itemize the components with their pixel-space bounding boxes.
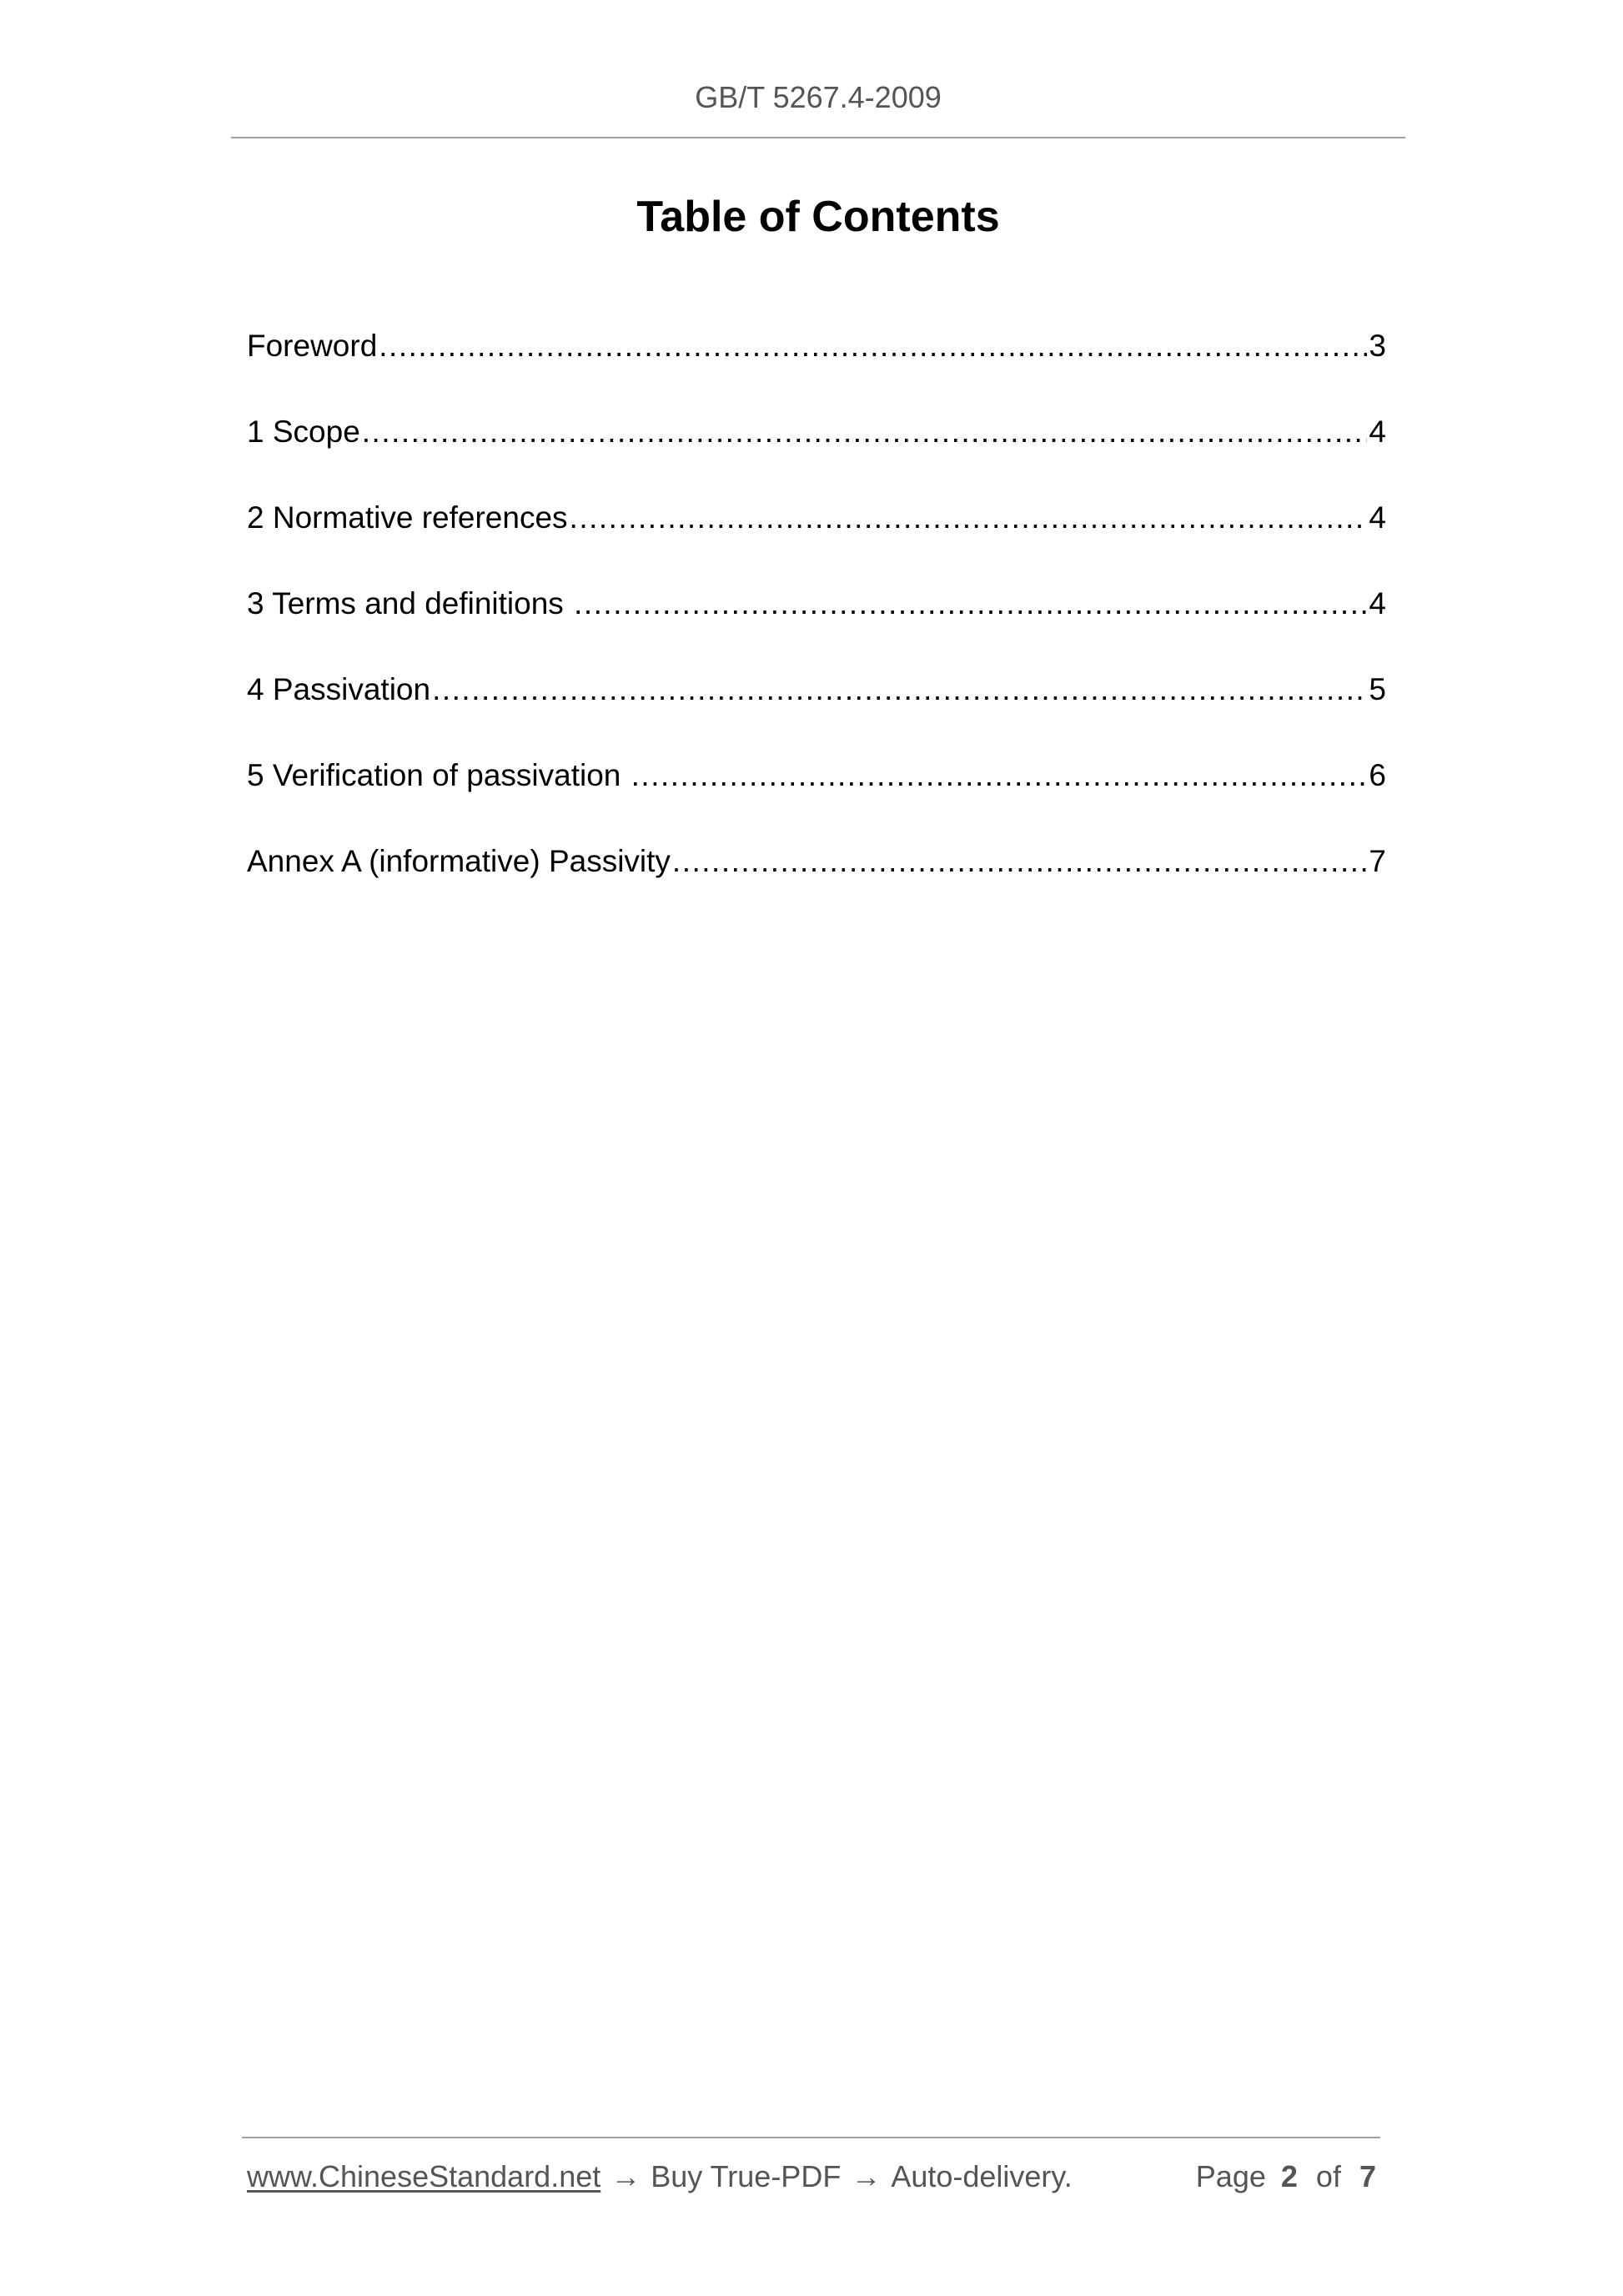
toc-entry-verification-of-passivation[interactable]: [247, 753, 1386, 839]
footer-promo: [247, 2159, 1073, 2194]
toc-entry-passivation[interactable]: [247, 667, 1386, 753]
arrow-right-icon: →: [851, 2159, 882, 2193]
total-pages-number: 7: [1359, 2159, 1376, 2193]
dot-leader: [570, 495, 1368, 540]
dot-leader: [631, 753, 1368, 798]
header-divider: [231, 137, 1405, 138]
toc-entry-page-number: 7: [1369, 844, 1386, 878]
dot-leader: [362, 409, 1368, 455]
website-link[interactable]: www.ChineseStandard.net: [247, 2159, 601, 2193]
page-number-indicator: [1196, 2159, 1383, 2194]
footer-divider: [242, 2137, 1380, 2138]
toc-entry-label: Annex A (informative) Passivity: [247, 844, 671, 878]
toc-entry-page-number: 3: [1369, 329, 1386, 363]
toc-entry-label: 4 Passivation: [247, 672, 431, 706]
toc-entry-label: 3 Terms and definitions: [247, 586, 573, 620]
page-footer: [247, 2156, 1383, 2198]
arrow-right-icon: →: [611, 2159, 641, 2193]
toc-entry-page-number: 5: [1369, 672, 1386, 706]
toc-entry-page-number: 4: [1369, 414, 1386, 449]
table-of-contents: [247, 324, 1386, 925]
toc-entry-terms-and-definitions[interactable]: [247, 581, 1386, 667]
document-code-header: GB/T 5267.4-2009: [695, 80, 942, 114]
dot-leader: [574, 581, 1367, 626]
toc-entry-label: 2 Normative references: [247, 500, 568, 535]
toc-entry-page-number: 4: [1369, 500, 1386, 535]
page-title: Table of Contents: [636, 193, 1000, 241]
dot-leader: [432, 667, 1367, 712]
dot-leader: [672, 839, 1368, 884]
current-page-number: 2: [1280, 2159, 1298, 2193]
toc-entry-foreword[interactable]: [247, 324, 1386, 409]
footer-step-buy: Buy True-PDF: [651, 2159, 842, 2193]
toc-entry-page-number: 6: [1369, 758, 1386, 792]
footer-step-delivery: Auto-delivery.: [891, 2159, 1073, 2193]
page-label: Page: [1195, 2159, 1266, 2193]
dot-leader: [379, 324, 1367, 369]
of-label: of: [1315, 2159, 1341, 2193]
toc-entry-scope[interactable]: [247, 409, 1386, 495]
toc-entry-normative-references[interactable]: [247, 495, 1386, 581]
toc-entry-annex-a[interactable]: [247, 839, 1386, 925]
toc-entry-label: 1 Scope: [247, 414, 360, 449]
toc-entry-label: 5 Verification of passivation: [247, 758, 630, 792]
toc-entry-label: Foreword: [247, 329, 378, 363]
toc-entry-page-number: 4: [1369, 586, 1386, 620]
